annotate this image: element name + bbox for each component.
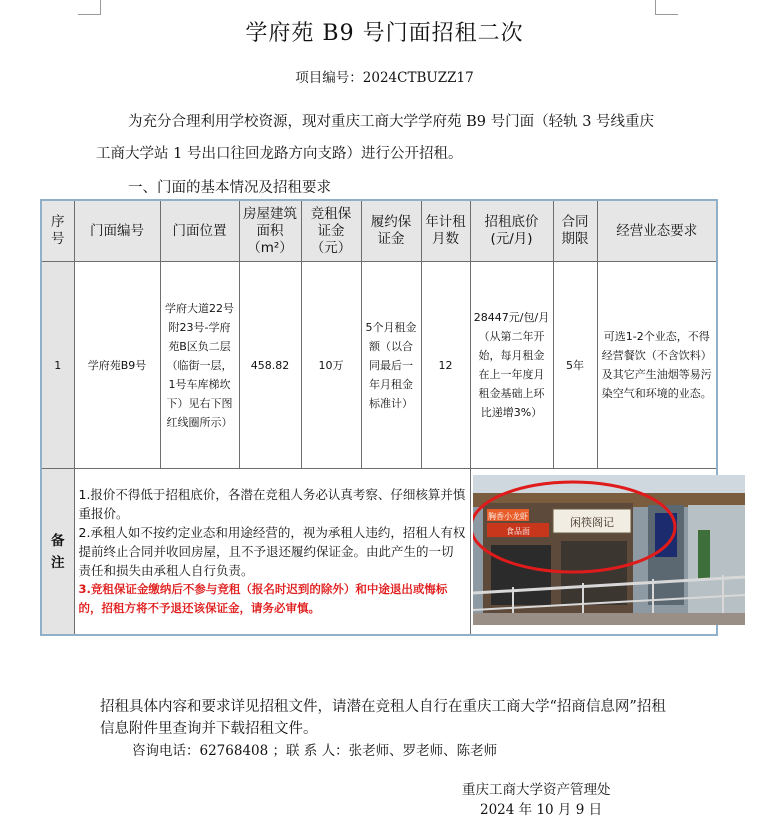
cell-term: 5年 bbox=[553, 262, 597, 469]
issue-date: 2024 年 10 月 9 日 bbox=[480, 802, 603, 818]
table-header-row bbox=[41, 200, 717, 262]
header-unit: 门面编号 bbox=[74, 200, 160, 262]
cell-deposit: 10万 bbox=[301, 262, 361, 469]
header-no: 序号 bbox=[41, 200, 74, 262]
photo-sign-medium: 食品面 bbox=[505, 526, 530, 536]
header-term: 合同期限 bbox=[553, 200, 597, 262]
note-2: 2.承租人如不按约定业态和用途经营的，视为承租人违约，招租人有权提前终止合同并收回房屋，且不予退还履约保证金。由此产生的一切责任和损失由承租人自行负责。 bbox=[78, 525, 466, 578]
photo-sign-main: 闲筷阁记 bbox=[569, 515, 614, 529]
header-deposit: 竞租保证金（元） bbox=[301, 200, 361, 262]
photo-sign-small: 胸香小龙虾 bbox=[487, 511, 528, 521]
contact-line: 咨询电话：62768408 ；联 系 人：张老师、罗老师、陈老师 bbox=[132, 743, 498, 759]
notes-label bbox=[41, 469, 74, 636]
cell-performance-bond: 5个月租金额（以合同最后一年月租金标准计） bbox=[361, 262, 421, 469]
storefront-photo-cell bbox=[470, 469, 717, 636]
storefront-photo bbox=[473, 475, 745, 625]
notes-text bbox=[74, 469, 470, 636]
header-location: 门面位置 bbox=[160, 200, 239, 262]
table-row bbox=[41, 262, 717, 469]
cell-price: 28447元/包/月（从第二年开始，每月租金在上一年度月租金基础上环比递增3%） bbox=[470, 262, 553, 469]
header-area: 房屋建筑面积（m²） bbox=[239, 200, 301, 262]
page-corner-mark-right bbox=[655, 0, 678, 15]
intro-paragraph: 为充分合理利用学校资源，现对重庆工商大学学府苑 B9 号门面（轻轨 3 号线重庆工商大学站 1 号出口往回龙路方向支路）进行公开招租。 bbox=[96, 114, 655, 162]
notes-label-text: 备注 bbox=[51, 532, 65, 571]
cell-unit: 学府苑B9号 bbox=[74, 262, 160, 469]
cell-months: 12 bbox=[421, 262, 470, 469]
header-performance-bond: 履约保证金 bbox=[361, 200, 421, 262]
notes-row bbox=[41, 469, 717, 636]
issuing-organization: 重庆工商大学资产管理处 bbox=[462, 782, 611, 798]
project-number: 项目编号：2024CTBUZZ17 bbox=[295, 70, 474, 86]
rental-table bbox=[40, 199, 718, 636]
header-price: 招租底价(元/月) bbox=[470, 200, 553, 262]
header-months: 年计租月数 bbox=[421, 200, 470, 262]
page-corner-mark-left bbox=[78, 0, 101, 15]
header-business: 经营业态要求 bbox=[597, 200, 717, 262]
cell-location: 学府大道22号附23号-学府苑B区负二层（临街一层，1号车库梯坎下）见右下图红线圈所示） bbox=[160, 262, 239, 469]
note-3: 3.竞租保证金缴纳后不参与竞租（报名时迟到的除外）和中途退出或悔标的，招租方将不予退还该保证金，请务必审慎。 bbox=[78, 582, 448, 615]
cell-business: 可选1-2个业态，不得经营餐饮（不含饮料）及其它产生油烟等易污染空气和环境的业态。 bbox=[597, 262, 717, 469]
cell-no: 1 bbox=[41, 262, 74, 469]
note-1: 1.报价不得低于招租底价，各潜在竞租人务必认真考察、仔细核算并慎重报价。 bbox=[78, 487, 466, 521]
document-title: 学府苑 B9 号门面招租二次 bbox=[245, 21, 524, 46]
section-heading: 一、门面的基本情况及招租要求 bbox=[128, 180, 331, 196]
details-paragraph: 招租具体内容和要求详见招租文件，请潜在竞租人自行在重庆工商大学“招商信息网”招租信息附件里查询并下载招租文件。 bbox=[100, 699, 666, 737]
cell-area: 458.82 bbox=[239, 262, 301, 469]
